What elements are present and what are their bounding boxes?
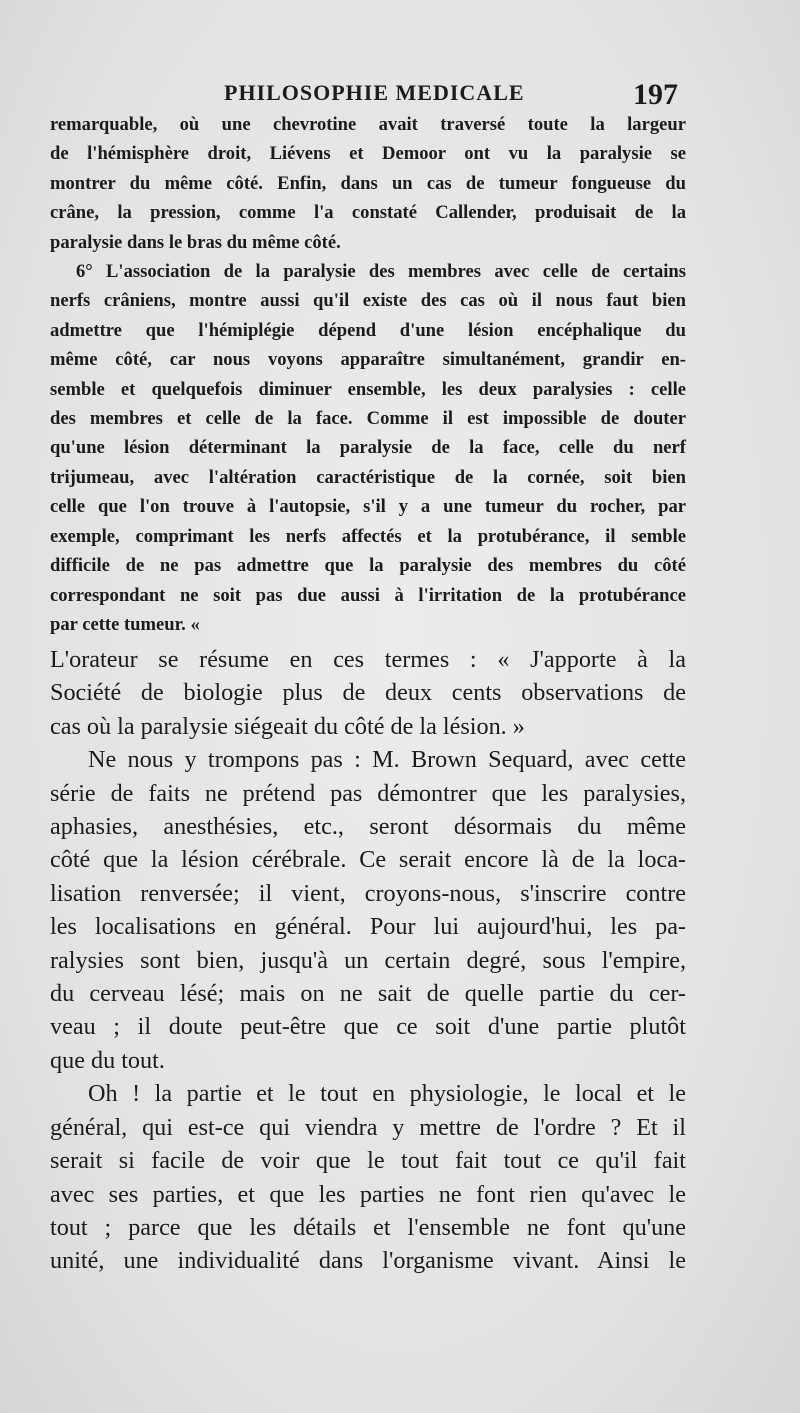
text-line: Ne nous y trompons pas : M. Brown Sequard, avec cette xyxy=(88,746,686,774)
main-text xyxy=(50,643,686,1278)
quoted-passage xyxy=(50,110,686,639)
text-line: nerfs crâniens, montre aussi qu'il existe des cas où il nous faut bien xyxy=(50,290,686,312)
text-line: que du tout. xyxy=(50,1046,165,1074)
text-line: remarquable, où une chevrotine avait traversé toute la largeur xyxy=(50,114,686,135)
text-line: par cette tumeur. « xyxy=(50,613,200,635)
text-line: paralysie dans le bras du même côté. xyxy=(50,231,341,253)
text-line: cas où la paralysie siégeait du côté de la lésion. » xyxy=(50,712,525,740)
text-line: semble et quelquefois diminuer ensemble, les deux paralysies : celle xyxy=(50,378,686,400)
text-line: veau ; il doute peut-être que ce soit d'une partie plutôt xyxy=(50,1013,686,1041)
text-line: aphasies, anesthésies, etc., seront désormais du même xyxy=(50,813,686,841)
text-line: ralysies sont bien, jusqu'à un certain degré, sous l'empire, xyxy=(50,946,686,974)
text-line: général, qui est-ce qui viendra y mettre de l'ordre ? Et il xyxy=(50,1113,686,1141)
text-line: exemple, comprimant les nerfs affectés et la protubérance, il semble xyxy=(50,525,686,547)
text-line: côté que la lésion cérébrale. Ce serait encore là de la loca- xyxy=(50,846,686,874)
running-title: PHILOSOPHIE MEDICALE xyxy=(224,80,525,105)
text-line: montrer du même côté. Enfin, dans un cas de tumeur fongueuse du xyxy=(50,172,686,194)
text-line: lisation renversée; il vient, croyons-nous, s'inscrire contre xyxy=(50,879,686,907)
text-line: du cerveau lésé; mais on ne sait de quelle partie du cer- xyxy=(50,980,686,1008)
text-line: des membres et celle de la face. Comme il est impossible de douter xyxy=(50,408,686,430)
text-line: serait si facile de voir que le tout fait tout ce qu'il fait xyxy=(50,1147,686,1175)
text-line: admettre que l'hémiplégie dépend d'une lésion encéphalique du xyxy=(50,319,686,341)
text-line: trijumeau, avec l'altération caractéristique de la cornée, soit bien xyxy=(50,466,686,488)
text-line: unité, une individualité dans l'organisme vivant. Ainsi le xyxy=(50,1247,686,1275)
text-line: celle que l'on trouve à l'autopsie, s'il y a une tumeur du rocher, par xyxy=(50,496,686,518)
text-line: série de faits ne prétend pas démontrer que les paralysies, xyxy=(50,779,686,807)
page-number: 197 xyxy=(633,78,678,111)
text-line: Oh ! la partie et le tout en physiologie, le local et le xyxy=(88,1080,686,1108)
text-line: difficile de ne pas admettre que la paralysie des membres du côté xyxy=(50,555,686,577)
text-line: 6° L'association de la paralysie des membres avec celle de certains xyxy=(76,261,686,283)
text-line: correspondant ne soit pas due aussi à l'irritation de la protubérance xyxy=(50,584,686,606)
text-line: tout ; parce que les détails et l'ensemble ne font qu'une xyxy=(50,1213,686,1241)
text-line: Société de biologie plus de deux cents observations de xyxy=(50,679,686,707)
text-line: même côté, car nous voyons apparaître simultanément, grandir en- xyxy=(50,349,686,371)
text-line: L'orateur se résume en ces termes : « J'apporte à la xyxy=(50,646,686,673)
text-line: avec ses parties, et que les parties ne font rien qu'avec le xyxy=(50,1180,686,1208)
text-line: crâne, la pression, comme l'a constaté Callender, produisait de la xyxy=(50,202,686,224)
text-line: qu'une lésion déterminant la paralysie de la face, celle du nerf xyxy=(50,437,686,459)
text-line: les localisations en général. Pour lui aujourd'hui, les pa- xyxy=(50,913,686,941)
text-line: de l'hémisphère droit, Liévens et Demoor ont vu la paralysie se xyxy=(50,143,686,165)
